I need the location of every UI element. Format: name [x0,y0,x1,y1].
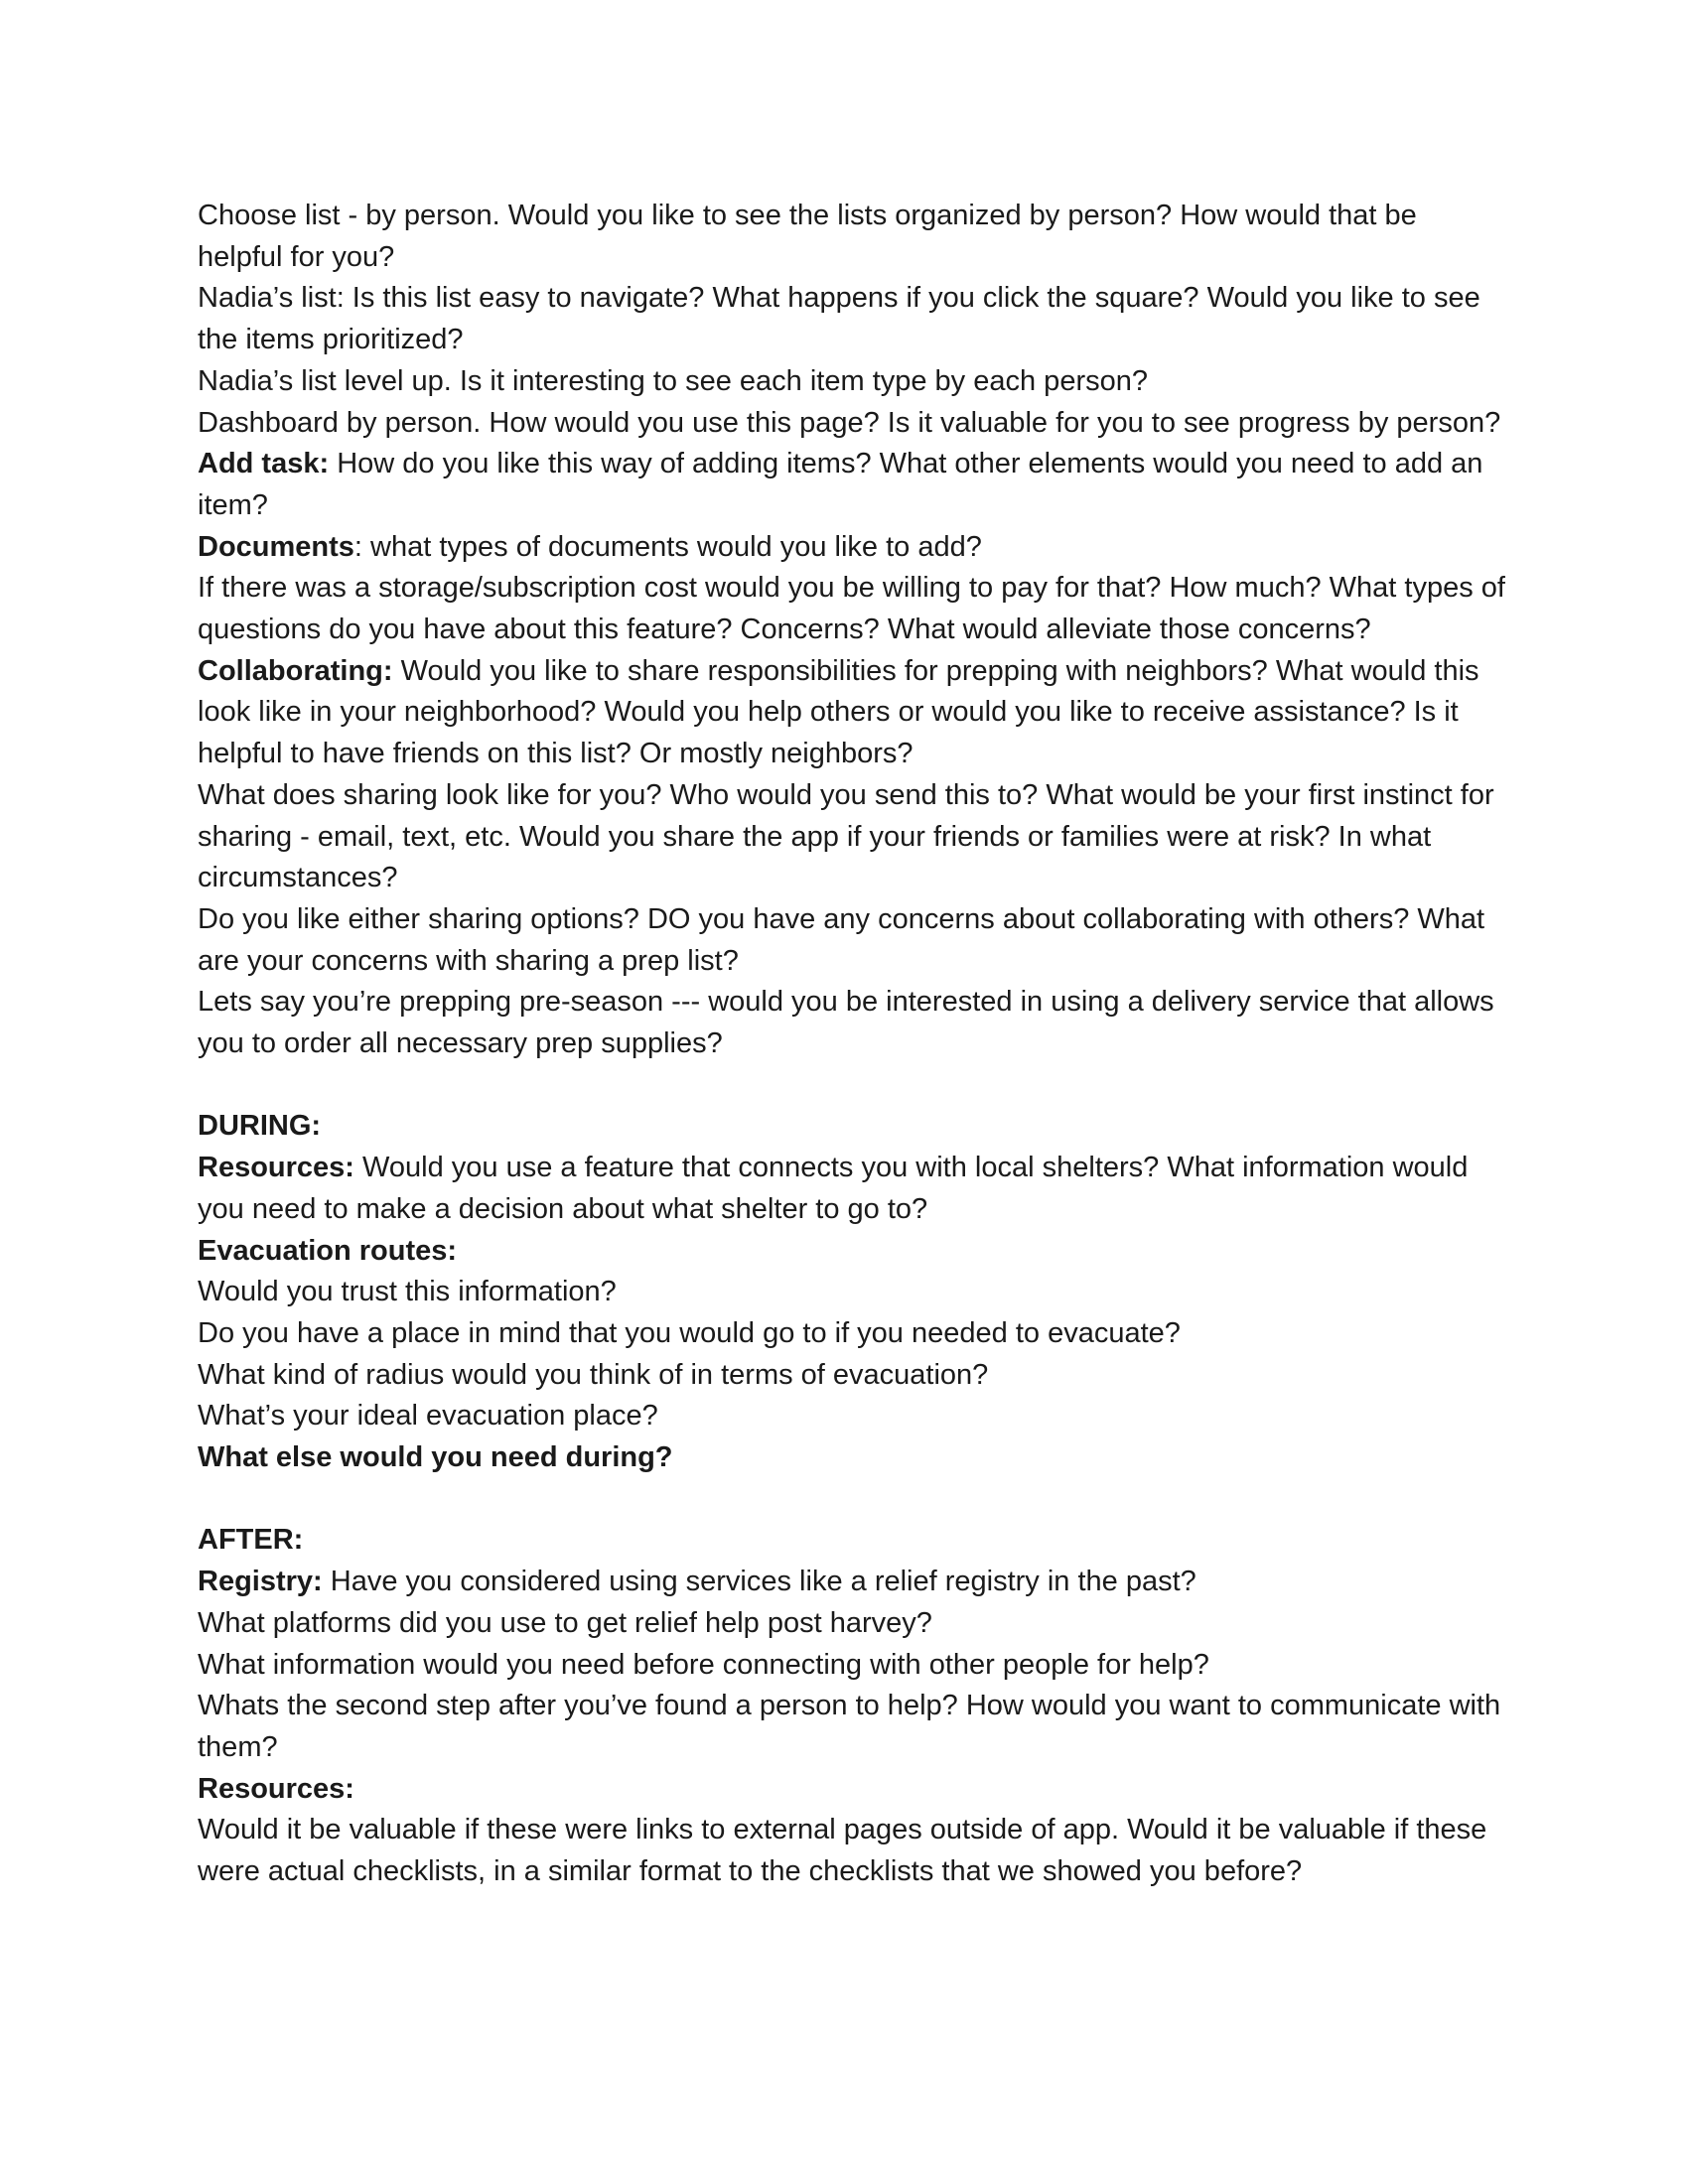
blank-line [198,1479,1508,1521]
paragraph [198,775,1508,899]
bold-label: Add task: [198,448,330,480]
paragraph-text: What kind of radius would you think of in terms of evacuation? [198,1358,989,1391]
paragraph [198,444,1508,526]
paragraph [198,1148,1508,1230]
bold-label: What else would you need during? [198,1441,673,1474]
bold-label: DURING: [198,1110,322,1143]
paragraph [198,1520,1508,1562]
paragraph-text: What information would you need before connecting with other people for help? [198,1648,1209,1681]
paragraph [198,1106,1508,1148]
paragraph [198,1396,1508,1437]
paragraph-text: Do you like either sharing options? DO you have any concerns about collaborating with others? What are your concerns with sharing a prep list? [198,902,1485,977]
paragraph [198,196,1508,278]
paragraph-text: Dashboard by person. How would you use this page? Is it valuable for you to see progress by person? [198,406,1501,439]
paragraph [198,651,1508,775]
paragraph-text: Would it be valuable if these were links to external pages outside of app. Would it be valuable if these were actual checklists, in a similar format to the checklists that we showed you before? [198,1814,1487,1888]
paragraph-text: What does sharing look like for you? Who would you send this to? What would be your first instinct for sharing - email, text, etc. Would you share the app if your friends or families were at risk? In what circumstances? [198,778,1494,894]
blank-line [198,1065,1508,1107]
paragraph-text: Do you have a place in mind that you would go to if you needed to evacuate? [198,1316,1181,1349]
paragraph-text: Have you considered using services like a relief registry in the past? [322,1566,1196,1598]
paragraph-text: What platforms did you use to get relief help post harvey? [198,1606,932,1639]
paragraph-text: Would you use a feature that connects you with local shelters? What information would you need to make a decision about what shelter to go to? [198,1152,1469,1225]
bold-label: Registry: [198,1566,323,1598]
paragraph-text: Would you trust this information? [198,1276,617,1308]
paragraph-text: Lets say you’re prepping pre-season --- would you be interested in using a delivery service that allows you to order all necessary prep supplies? [198,986,1494,1060]
document-body [198,196,1508,1893]
paragraph [198,982,1508,1064]
paragraph [198,1686,1508,1768]
paragraph-text: Would you like to share responsibilities for prepping with neighbors? What would this look like in your neighborhood? Would you help others or would you like to receive assistance? Is it helpful to have friends on this list? Or mostly neighbors? [198,654,1479,770]
paragraph [198,568,1508,650]
paragraph-text: Choose list - by person. Would you like to see the lists organized by person? How would that be helpful for you? [198,200,1417,273]
paragraph [198,403,1508,445]
paragraph-text: Whats the second step after you’ve found a person to help? How would you want to communicate with them? [198,1690,1501,1763]
paragraph [198,1645,1508,1687]
bold-label: Evacuation routes: [198,1234,458,1267]
paragraph [198,1355,1508,1397]
bold-label: Resources: [198,1152,354,1184]
paragraph [198,1313,1508,1355]
paragraph-text: Nadia’s list level up. Is it interesting to see each item type by each person? [198,364,1148,397]
bold-label: Documents [198,530,354,563]
bold-label: Collaborating: [198,654,393,687]
paragraph [198,1769,1508,1811]
paragraph [198,278,1508,360]
paragraph-text: Nadia’s list: Is this list easy to navigate? What happens if you click the square? Would you like to see the items prioritized? [198,282,1480,356]
paragraph [198,1231,1508,1273]
paragraph-text: What’s your ideal evacuation place? [198,1400,658,1433]
paragraph [198,361,1508,403]
paragraph [198,1810,1508,1892]
paragraph [198,899,1508,982]
paragraph-text: : what types of documents would you like to add? [353,530,982,563]
paragraph [198,1603,1508,1645]
bold-label: AFTER: [198,1524,304,1557]
paragraph [198,1562,1508,1603]
paragraph-text: How do you like this way of adding items? What other elements would you need to add an item? [198,448,1483,521]
paragraph-text: If there was a storage/subscription cost would you be willing to pay for that? How much? What types of questions do you have about this feature? Concerns? What would alleviate those concerns? [198,572,1505,646]
paragraph [198,1437,1508,1479]
paragraph [198,527,1508,569]
bold-label: Resources: [198,1772,354,1805]
paragraph [198,1272,1508,1313]
